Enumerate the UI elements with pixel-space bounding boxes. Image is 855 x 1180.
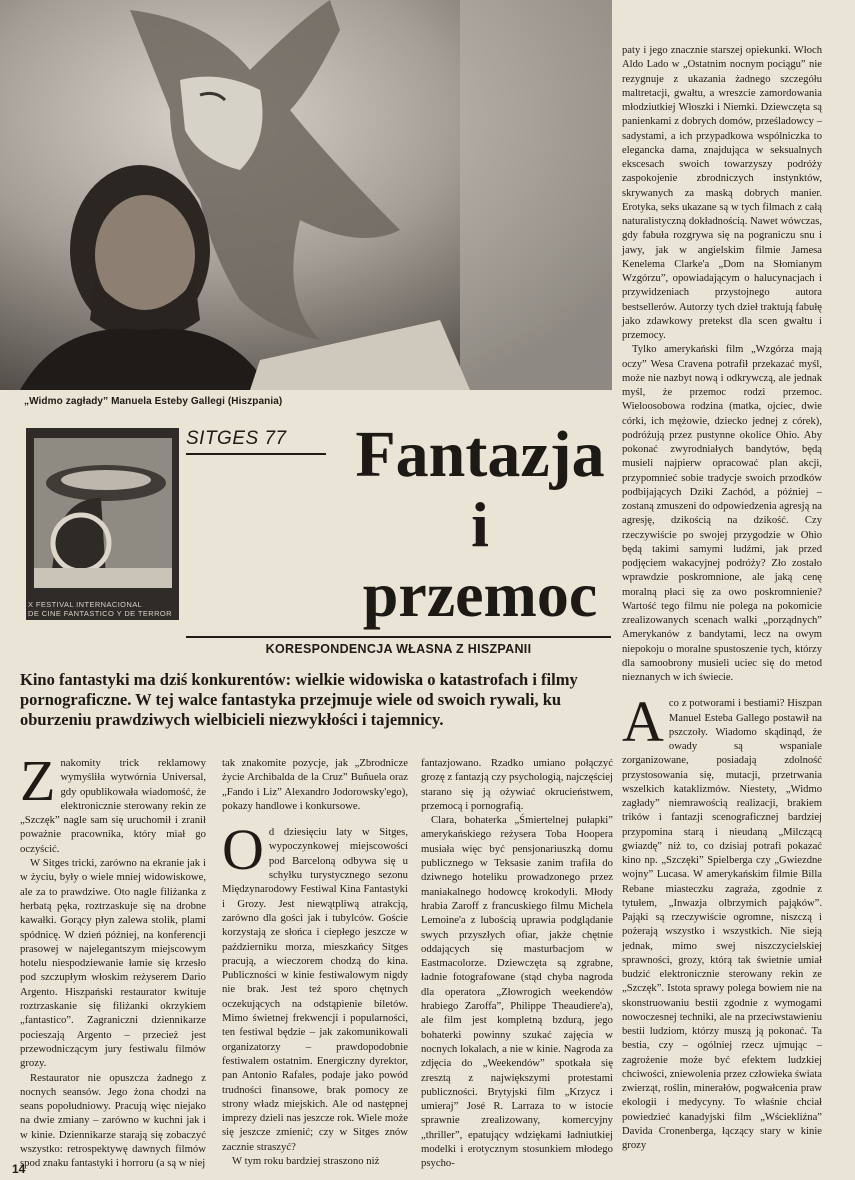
headline-line1: Fantazja xyxy=(355,418,605,491)
poster-photo xyxy=(26,428,179,620)
paragraph: Clara, bohaterka „Śmiertelnej pułapki” amerykańskiego reżysera Toba Hoopera musiała więc być pensjonariuszką domu publicznego w Teksasie zanim trafiła do dziwnego hoteliku prowadzonego przez maniakalnego hodowcę krokodyli. Młody hrabia Zaroff z francuskiego filmu Michela Lemoine'a z lubością uprawia podglądanie swych przyszłych ofiar, jakże chętnie oddających się masturbacjom w Eastmacolorze. Dziewczęta są zgrabne, ładnie fotografowane (stąd chyba nagroda dla operatora „Złowrogich weekendów hrabiego Zaroffa”, Philippe Theaudiere'a), ale film jest kompletną bzdurą, jego bohaterki powinny szukać zajęcia w nocnych lokalach, a nie w kinie. Nagroda za zdjęcia do „Weekendów” spotkała się zresztą z największymi protestami publiczności. Brytyjski film „Krzycz i umieraj” José R. Larraza to w istocie sprawnie zrealizowany, komercyjny „thriller”, epatujący wdziękami ładniutkiej modelki i erotycznym stosunkiem młodego psycho- xyxy=(421,814,613,1170)
paragraph xyxy=(20,748,206,856)
photo-caption: „Widmo zagłady” Manuela Esteby Gallegi (Hiszpania) xyxy=(24,396,283,407)
paragraph: fantazjowano. Rzadko umiano połączyć grozę z fantazją czy psychologią, najczęściej starano się ją ożywiać okrucieństwem, przemocą i pornografią. xyxy=(421,757,613,812)
page-number: 14 xyxy=(12,1162,26,1176)
lead-paragraph: Kino fantastyki ma dziś konkurentów: wielkie widowiska o katastrofach i filmy pornograficzne. W tej walce fantastyka przejmuje wiele od swoich rywali, ku oburzeniu prawdziwych wielbicieli niezwykłości i tajemnicy. xyxy=(20,670,578,729)
drop-cap: O xyxy=(222,817,264,883)
poster-text-line2: DE CINE FANTASTICO Y DE TERROR xyxy=(28,609,172,618)
paragraph-text: d dziesięciu laty w Sitges, wypoczynkowej miejscowości pod Barceloną odbywa się u schyłku turystycznego sezonu Międzynarodowy Festiwal Kina Fantastyki i Grozy. Jest niewątpliwą atrakcją, zarówno dla gości jak i tubylców. Goście korzystają ze słońca i ciepłego jeszcze w październiku morza, mieszkańcy Sitges pracują, a wieczorem chodzą do kina. Publiczności w kinie festiwalowym nigdy nie brak. Jest też sporo chętnych oczekujących na odstąpienie biletów. Mimo świetnej frekwencji i popularności, ten festiwal będzie – jak zakomunikowali organizatorzy – prawdopodobnie festiwalem ostatnim. Energiczny dyrektor, pan Antonio Rafales, podaje jako powód trudności finansowe, brak pomocy ze strony władz miejskich. Ale od następnej imprezy dzieli nas jeszcze rok. Wiele może się jeszcze zmienić; czy w Sitges znów zacznie straszyć? xyxy=(222,826,408,1153)
headline-rule xyxy=(186,636,611,638)
article-column-4 xyxy=(622,44,822,1153)
drop-cap: A xyxy=(622,689,664,755)
paragraph-text: nakomity trick reklamowy wymyśliła wytwórnia Universal, gdy opublikowała wiadomość, że elektronicznie sterowany rekin ze „Szczęk” nagle sam się uruchomił i zranił poważnie pracownika, który miał go oczyścić. xyxy=(20,757,206,855)
section-rule xyxy=(186,453,326,455)
section-label: SITGES 77 xyxy=(186,428,287,449)
headline-line3: przemoc xyxy=(362,559,598,630)
article-column-1 xyxy=(20,748,206,1171)
main-photo xyxy=(0,0,612,390)
paragraph xyxy=(622,689,822,1153)
article-column-2 xyxy=(222,756,408,1168)
paragraph xyxy=(222,817,408,1154)
poster-text xyxy=(28,600,178,618)
drop-cap: Z xyxy=(20,748,56,813)
article-column-3 xyxy=(421,756,613,1171)
paragraph: W tym roku bardziej straszono niż xyxy=(232,1155,380,1168)
headline-line2: i xyxy=(471,489,489,560)
paragraph: Restaurator nie opuszcza żadnego z nocnych seansów. Jego żona chodzi na seans popołudniowy. Pracują więc niejako na dwie zmiany – zarówno w kuchni jak i w kinie. Dziennikarze starają się zobaczyć wszystko: retrospektywę dawnych filmów spod znaku fantastyki i horroru (a są w niej xyxy=(20,1071,206,1170)
poster-text-line1: X FESTIVAL INTERNACIONAL xyxy=(28,600,143,609)
kicker: KORESPONDENCJA WŁASNA Z HISZPANII xyxy=(265,642,532,656)
paragraph: paty i jego znacznie starszej opiekunki. Włoch Aldo Lado w „Ostatnim nocnym pociągu” nie rezygnuje z ukazania żadnego szczegółu maltretacji, gwałtu, a wreszcie zamordowania młodziutkiej Włoszki i Niemki. Dziewczęta są panienkami z dobrych domów, prześladowcy – sadystami, a ich przypadkowa wspólniczka to elegancka dama, znajdująca w seksualnych ekscesach swoich towarzyszy podróży zaspokojenie zbrodniczych instynktów, skrywanych za maską dobrych manier. Erotyka, seks ukazane są w tych filmach z całą naturalistyczną dokładnością. Nawet wówczas, gdy fabuła rozgrywa się na pograniczu snu i jawy, jak w angielskim filmie Jamesa Kenelema Clarke'a „Dom na Słomianym Wzgórzu”, opowiadającym o halucynacjach i przywidzeniach przystojnego autora bestsellerów. Autorzy tych dzieł traktują fabułę jako zdawkowy pretekst dla scen gwałtu i przemocy. xyxy=(622,45,822,341)
paragraph: Tylko amerykański film „Wzgórza mają oczy” Wesa Cravena potrafił przekazać myśl, może nie nazbyt nową i odkrywczą, ale jednak myśl, że przemoc rodzi przemoc. Wieloosobowa rodzina (matka, ojciec, dwie córki, ich mężowie, dziecko jednej z córek), podróżują przez pustynne okolice Ohio. Aby pokonać zwyrodniałych bandytów, będą musieli najpierw opracować plan akcji, przypomnieć sobie tradycje swoich przodków podbijających Dziki Zachód, a później – zostaną zmuszeni do odpowiedzenia agresją na agresję, dzikością na dzikość. Czy rzeczywiście po swojej przygodzie w Ohio będą takimi samymi ludźmi, jak przed podjęciem wakacyjnej podróży? Zło zostało wprawdzie poskromnione, ale jaką cenę moralną płaci się za owo poskromnienie? Wartość tego filmu nie polega na pokomicie zrealizowanych scenach walki „porządnych” Amerykanów z bandytami, lecz na owym niepokoju o moralne spustoszenie tych, którzy dla samoobrony musieli uciec się do metod nieznanych w ich świecie. xyxy=(622,344,822,683)
paragraph-text: co z potworami i bestiami? Hiszpan Manuel Esteba Gallego postawił na pszczoły. Wiadomo skądinąd, że owady są wspaniale zorganizowane, posiadają zdolność przystosowania się, mutacji, przetrwania wszelkich kataklizmów. Niestety, „Widmo zagłady” niemrawością realizacji, brakiem trików i fantazji scenograficznej bardziej przypomina starą i nieudaną „Milczącą gwiazdę” niż to, co dzisiaj potrafi pokazać kino np. „Szczęki” Spielberga czy „Gwiezdne wojny” Lucasa. W amerykańskim filmie Billa Rebane miasteczku zagraża, zgodnie z tytułem, „Inwazja olbrzymich pająków”. Pająki są rzeczywiście ogromne, niszczą i pożerają wszystko i wszystkich. Nie sieją jednak, mimo swej niszczycielskiej sprawności, grozy, którą tak świetnie umiał budzić elektronicznie sterowany rekin ze „Szczęk”. Istota sprawy polega bowiem nie na skonstruowaniu bestii zgodnie z wymogami nowoczesnej techniki, ale na przeciwstawieniu bestii ludziom, którzy muszą ją pokonać. Ta bestia, czy – ogólniej rzecz ujmując – zagrożenie może być efektem ludzkiej chciwości, zniewolenia przez człowieka świata zwierząt, roślin, minerałów, pogwałcenia praw ekologii i medycyny. To właśnie chciał powiedzieć kanadyjski film „Wściekliźna” Davida Cronenberga, łączący stary w kinie grozy xyxy=(622,698,822,1151)
paragraph: tak znakomite pozycje, jak „Zbrodnicze życie Archibalda de la Cruz” Buñuela oraz „Fando i Liz” Alexandro Jodorowsky'ego), pokazy handlowe i konkursowe. xyxy=(222,757,408,812)
paragraph: W Sitges tricki, zarówno na ekranie jak i w życiu, były o wiele mniej widowiskowe, ale za to prawdziwe. Oto nagle filiżanka z herbatą pęka, roztrzaskuje się na drobne kawałki. Gorący płyn zalewa stolik, plami spódnicę. W dzień później, na konferencji prasowej w najelegantszym miejscowym hotelu niespodziewanie łamie się krzesło pod szczupłym włoskim reżyserem Dario Argento. Hiszpański restaurator kwituje roztrzaskanie się filiżanki okrzykiem „fantastico”. Zagraniczni dziennikarze pocieszają Argento – przecież jest przewodniczącym jury festiwalu filmów grozy. xyxy=(20,857,206,1070)
